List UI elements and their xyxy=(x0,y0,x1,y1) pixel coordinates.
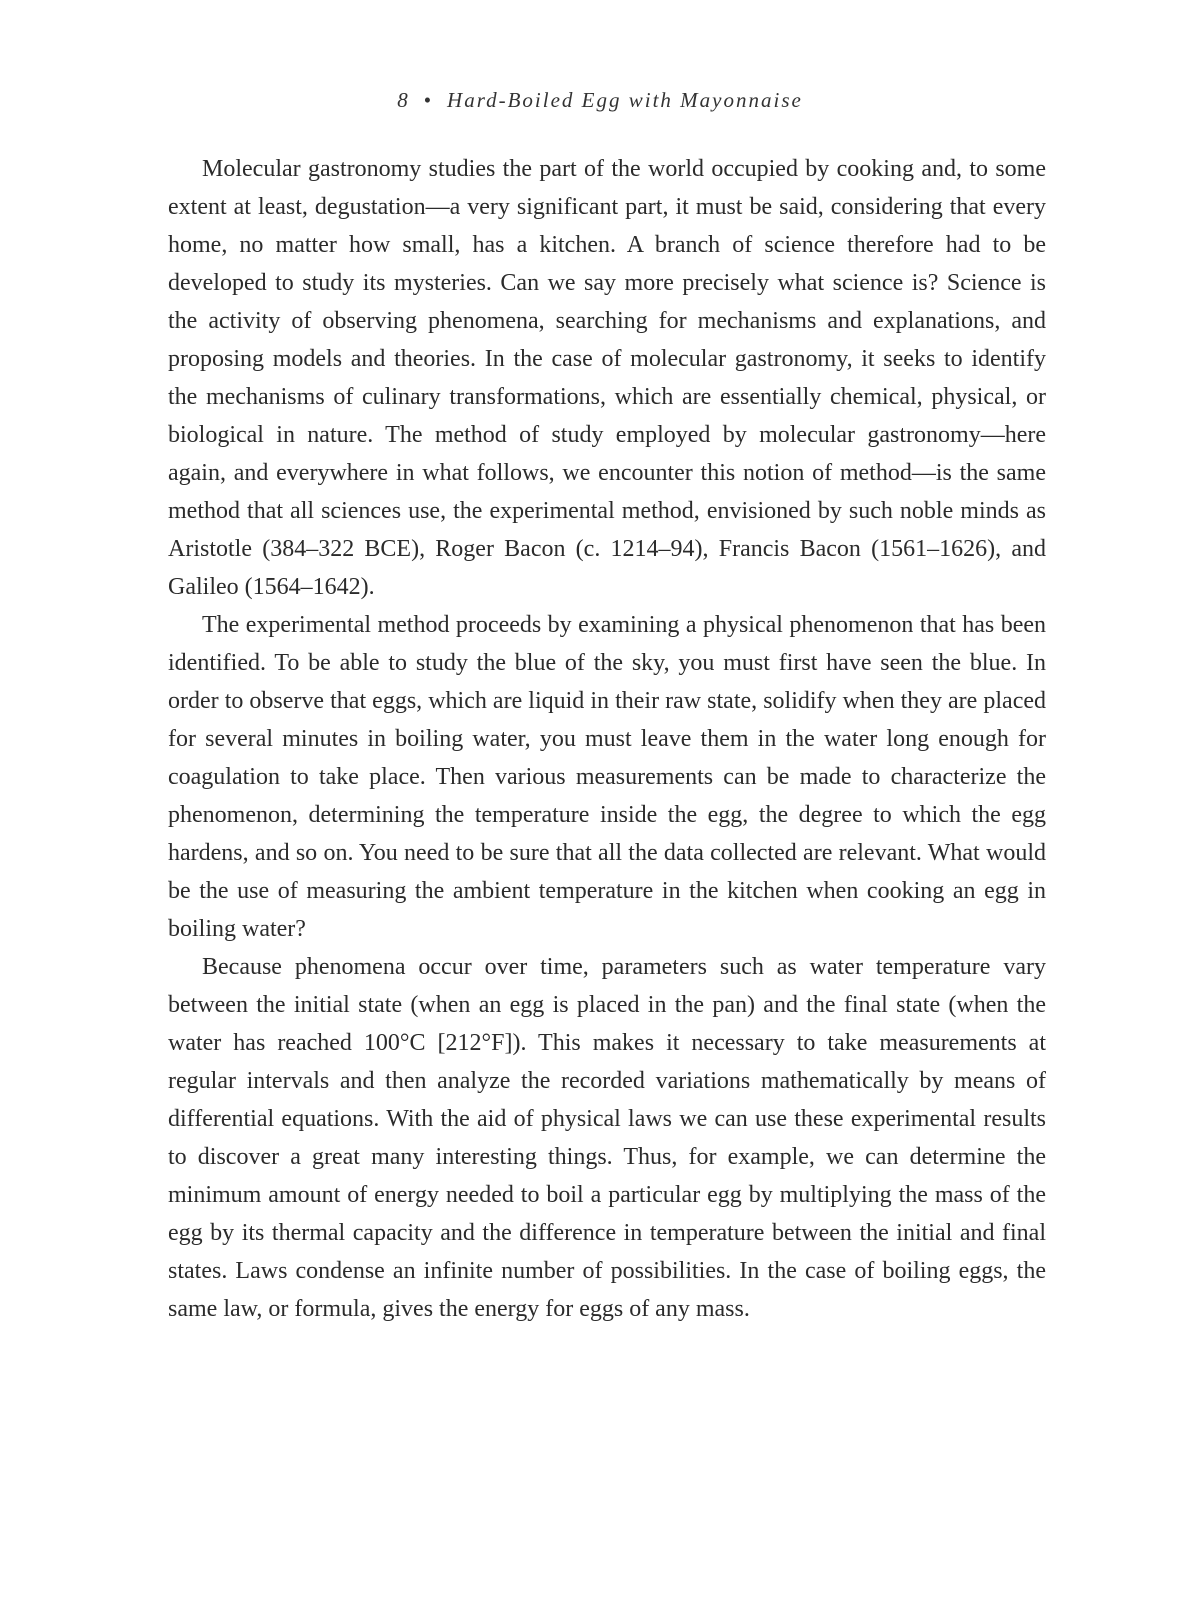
paragraph-1: Molecular gastronomy studies the part of the world occupied by cooking and, to some extent at least, degustation—a very significant part, it must be said, considering that every home, no matter how small, has a kitchen. A branch of science therefore had to be developed to study its mysteries. Can we say more precisely what science is? Science is the activity of observing phenomena, searching for mechanisms and explanations, and proposing models and theories. In the case of molecular gastronomy, it seeks to identify the mechanisms of culinary transformations, which are essentially chemical, physical, or biological in nature. The method of study employed by molecular gastronomy—here again, and everywhere in what follows, we encounter this notion of method—is the same method that all sciences use, the experimental method, envisioned by such noble minds as Aristotle (384–322 BCE), Roger Bacon (c. 1214–94), Francis Bacon (1561–1626), and Galileo (1564–1642). xyxy=(168,156,1046,600)
chapter-title: Hard-Boiled Egg with Mayonnaise xyxy=(447,88,803,112)
paragraph-2: The experimental method proceeds by examining a physical phenomenon that has been identified. To be able to study the blue of the sky, you must first have seen the blue. In order to observe that eggs, which are liquid in their raw state, solidify when they are placed for several minutes in boiling water, you must leave them in the water long enough for coagulation to take place. Then various measurements can be made to characterize the phenomenon, determining the temperature inside the egg, the degree to which the egg hardens, and so on. You need to be sure that all the data collected are relevant. What would be the use of measuring the ambient temperature in the kitchen when cooking an egg in boiling water? xyxy=(168,612,1046,942)
body-text xyxy=(168,150,1046,1328)
paragraph-3: Because phenomena occur over time, parameters such as water temperature vary between the initial state (when an egg is placed in the pan) and the final state (when the water has reached 100°C [212°F]). This makes it necessary to take measurements at regular intervals and then analyze the recorded variations mathematically by means of differential equations. With the aid of physical laws we can use these experimental results to discover a great many interesting things. Thus, for example, we can determine the minimum amount of energy needed to boil a particular egg by multiplying the mass of the egg by its thermal capacity and the difference in temperature between the initial and final states. Laws condense an infinite number of possibilities. In the case of boiling eggs, the same law, or formula, gives the energy for eggs of any mass. xyxy=(168,954,1046,1322)
running-head xyxy=(0,88,1200,113)
running-head-separator: • xyxy=(423,88,434,112)
page-number: 8 xyxy=(397,88,410,112)
